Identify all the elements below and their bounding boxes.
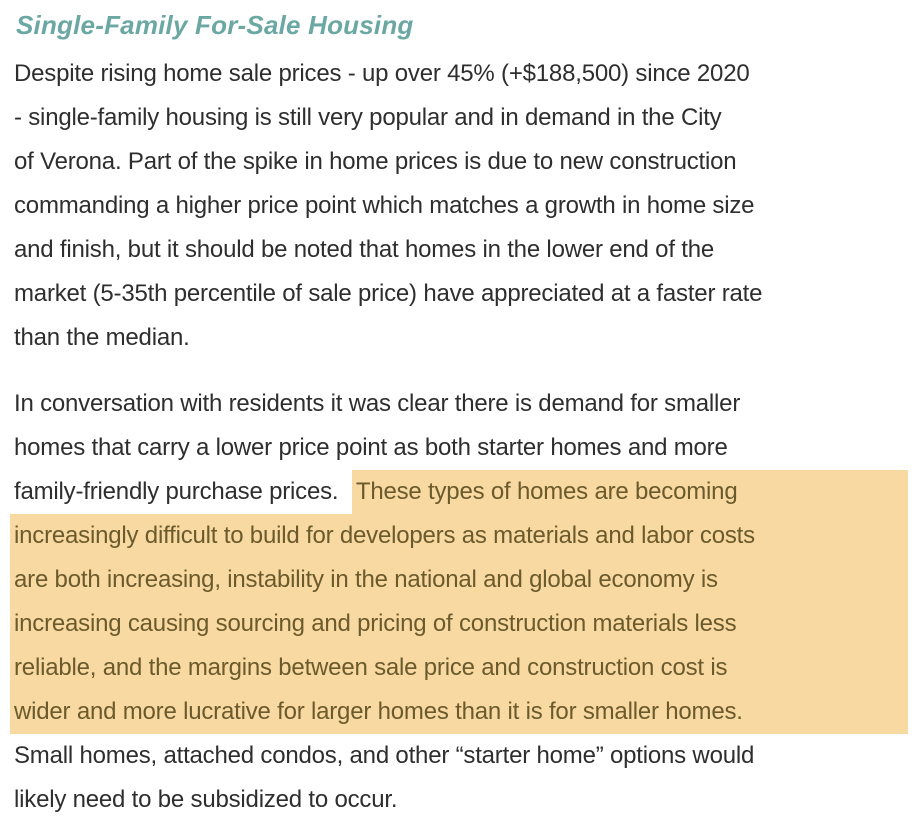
text-line: and finish, but it should be noted that homes in the lower end of the bbox=[14, 236, 715, 263]
text-line: of Verona. Part of the spike in home prices is due to new construction bbox=[14, 148, 737, 175]
paragraph-2 bbox=[14, 382, 924, 822]
highlighted-line: wider and more lucrative for larger homes than it is for smaller homes. bbox=[10, 690, 908, 734]
highlighted-line: increasing causing sourcing and pricing of construction materials less bbox=[10, 602, 908, 646]
highlighted-text: These types of homes are becoming bbox=[352, 470, 908, 514]
section-heading: Single-Family For-Sale Housing bbox=[16, 10, 414, 40]
highlighted-line: reliable, and the margins between sale price and construction cost is bbox=[10, 646, 908, 690]
plain-text: family-friendly purchase prices. bbox=[14, 478, 345, 505]
text-line: likely need to be subsidized to occur. bbox=[14, 786, 398, 813]
highlighted-line: are both increasing, instability in the national and global economy is bbox=[10, 558, 908, 602]
highlighted-line: increasingly difficult to build for developers as materials and labor costs bbox=[10, 514, 908, 558]
text-line: Small homes, attached condos, and other “starter home” options would bbox=[14, 742, 755, 769]
text-line: - single-family housing is still very popular and in demand in the City bbox=[14, 104, 722, 131]
text-line: than the median. bbox=[14, 324, 190, 351]
text-line: market (5-35th percentile of sale price) have appreciated at a faster rate bbox=[14, 280, 763, 307]
text-line-highlight-start bbox=[14, 470, 908, 514]
text-line: commanding a higher price point which matches a growth in home size bbox=[14, 192, 755, 219]
paragraph-1 bbox=[14, 52, 924, 360]
text-line: homes that carry a lower price point as both starter homes and more bbox=[14, 434, 728, 461]
text-line: In conversation with residents it was clear there is demand for smaller bbox=[14, 390, 741, 417]
text-line: Despite rising home sale prices - up over 45% (+$188,500) since 2020 bbox=[14, 60, 750, 87]
